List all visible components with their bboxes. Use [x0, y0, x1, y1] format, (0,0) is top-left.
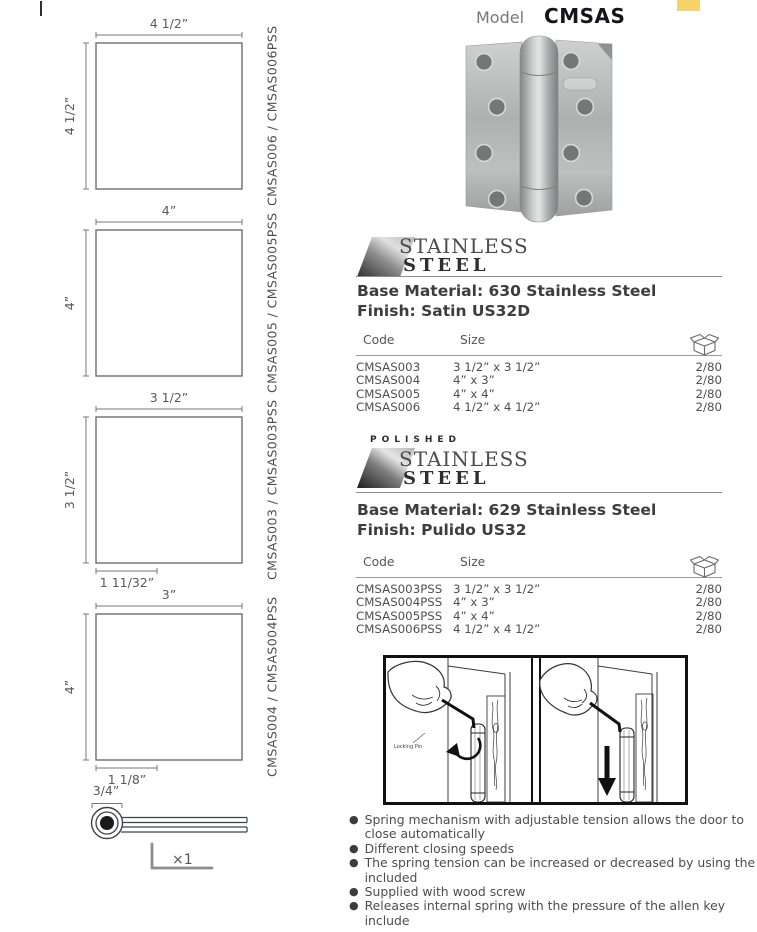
hinge-barrel-side-view — [92, 808, 248, 839]
divider-rule — [356, 276, 722, 277]
cell-size: 4” x 3” — [453, 373, 495, 388]
drawing-code-label: CMSAS006 / CMSAS006PSS — [264, 25, 280, 207]
bullet-icon: ● — [349, 841, 359, 855]
drawing-code-label: CMSAS005 / CMSAS005PSS — [264, 212, 280, 394]
cell-pack: 2/80 — [695, 400, 722, 415]
table-header — [356, 555, 722, 570]
technical-drawing-cmsas005 — [40, 192, 290, 394]
bullet-icon: ● — [349, 813, 359, 826]
cell-pack: 2/80 — [695, 373, 722, 388]
cell-code: CMSAS003 — [356, 360, 421, 374]
technical-drawing-cmsas006 — [40, 5, 290, 207]
hinge-outline-drawing — [96, 43, 242, 189]
bullet-icon: ● — [349, 885, 359, 899]
feature-item — [349, 842, 757, 856]
instruction-panel-release — [540, 658, 657, 802]
table-row — [356, 623, 722, 636]
feature-list — [349, 813, 757, 928]
cell-code: CMSAS004PSS — [356, 595, 443, 610]
cell-size: 4” x 3” — [453, 595, 495, 610]
technical-drawing-cmsas003 — [40, 379, 290, 595]
table-header-rule — [356, 577, 722, 578]
table-header — [356, 333, 722, 348]
material-info-satin — [357, 281, 656, 321]
table-row — [356, 388, 722, 401]
cell-size: 4 1/2” x 4 1/2” — [453, 400, 541, 415]
cell-code: CMSAS004 — [356, 373, 421, 388]
barrel-dimension-label: 3/4” — [92, 783, 120, 798]
technical-drawing-cmsas004 — [40, 576, 290, 792]
left-dimension-label: 4” — [62, 679, 77, 695]
left-dimension-label: 4 1/2” — [62, 96, 77, 136]
hinge-outline-drawing — [96, 417, 242, 563]
cell-size: 3 1/2” x 3 1/2” — [453, 582, 541, 596]
cell-code: CMSAS003PSS — [356, 582, 443, 596]
table-row — [356, 374, 722, 387]
column-header-size: Size — [460, 333, 486, 347]
cell-pack: 2/80 — [695, 622, 722, 637]
column-header-size: Size — [460, 555, 486, 569]
divider-rule — [356, 492, 722, 493]
yellow-page-tab — [677, 0, 700, 11]
cell-size: 4” x 4” — [453, 608, 495, 623]
cell-size: 3 1/2” x 3 1/2” — [453, 360, 541, 374]
material-info-polished — [357, 500, 656, 540]
cell-code: CMSAS005PSS — [356, 608, 443, 623]
left-dimension-label: 4” — [62, 295, 77, 311]
base-material-text: Base Material: 630 Stainless Steel — [357, 282, 657, 300]
hinge-outline-drawing — [96, 614, 242, 760]
column-header-code: Code — [363, 555, 395, 569]
model-label: Model — [476, 8, 525, 27]
badge-line-stainless: STAINLESS — [399, 447, 529, 471]
allen-key-quantity: ×1 — [172, 852, 193, 868]
instruction-panel-turn — [388, 658, 510, 802]
drawing-code-label: CMSAS004 / CMSAS004PSS — [264, 596, 280, 778]
bullet-icon: ● — [349, 899, 359, 913]
feature-text: The spring tension can be increased or decreased by using the included — [364, 855, 756, 885]
cell-pack: 2/80 — [695, 386, 722, 401]
finish-text: Finish: Satin US32D — [357, 302, 531, 320]
spec-table-satin — [356, 333, 722, 415]
bullet-icon: ● — [349, 856, 359, 870]
spec-table-polished — [356, 555, 722, 637]
barrel-side-view-and-allen-key — [40, 782, 320, 896]
brand-stamp — [563, 78, 597, 90]
hinge-outline-drawing — [96, 230, 242, 376]
cell-pack: 2/80 — [695, 360, 722, 374]
top-dimension-label: 3 1/2” — [149, 390, 189, 405]
feature-text: Different closing speeds — [364, 840, 515, 856]
cell-code: CMSAS006PSS — [356, 622, 443, 637]
product-photo — [464, 34, 614, 228]
polished-stainless-steel-badge — [357, 435, 547, 497]
base-material-text: Base Material: 629 Stainless Steel — [357, 501, 657, 519]
feature-item — [349, 856, 757, 885]
cell-size: 4 1/2” x 4 1/2” — [453, 622, 541, 637]
model-value: CMSAS — [544, 4, 626, 28]
finish-text: Finish: Pulido US32 — [357, 521, 527, 539]
badge-line-stainless: STAINLESS — [399, 234, 529, 258]
bottom-dimension-label: 1 1/8” — [107, 772, 147, 787]
cell-size: 4” x 4” — [453, 386, 495, 401]
drawing-code-label: CMSAS003 / CMSAS003PSS — [264, 399, 280, 581]
table-row — [356, 401, 722, 414]
cell-pack: 2/80 — [695, 595, 722, 610]
feature-item — [349, 899, 757, 928]
top-dimension-label: 3” — [161, 587, 177, 602]
model-header — [476, 4, 625, 28]
top-dimension-label: 4” — [161, 203, 177, 218]
locking-pin-label: Locking Pin — [394, 744, 423, 750]
carton-box-icon — [689, 329, 720, 357]
left-dimension-label: 3 1/2” — [62, 470, 77, 510]
table-row — [356, 583, 722, 596]
table-row — [356, 610, 722, 623]
badge-line-steel: STEEL — [403, 255, 490, 276]
cell-code: CMSAS005 — [356, 386, 421, 401]
feature-text: Releases internal spring with the pressure of the allen key include — [364, 898, 726, 928]
badge-line-polished: POLISHED — [370, 435, 461, 445]
table-row — [356, 361, 722, 374]
cell-pack: 2/80 — [695, 608, 722, 623]
badge-line-steel: STEEL — [403, 468, 490, 489]
cell-code: CMSAS006 — [356, 400, 421, 415]
down-arrow-icon — [598, 746, 616, 796]
table-row — [356, 596, 722, 609]
feature-text: Supplied with wood screw — [364, 884, 526, 900]
column-header-code: Code — [363, 333, 395, 347]
cell-pack: 2/80 — [695, 582, 722, 596]
feature-item — [349, 885, 757, 899]
feature-item — [349, 813, 757, 842]
adjustment-instructions-diagram — [383, 655, 688, 805]
table-header-rule — [356, 355, 722, 356]
top-dimension-label: 4 1/2” — [149, 16, 189, 31]
feature-text: Spring mechanism with adjustable tension allows the door to close automatically — [364, 812, 744, 842]
bottom-dimension-label: 1 11/32” — [99, 575, 155, 590]
carton-box-icon — [689, 551, 720, 579]
